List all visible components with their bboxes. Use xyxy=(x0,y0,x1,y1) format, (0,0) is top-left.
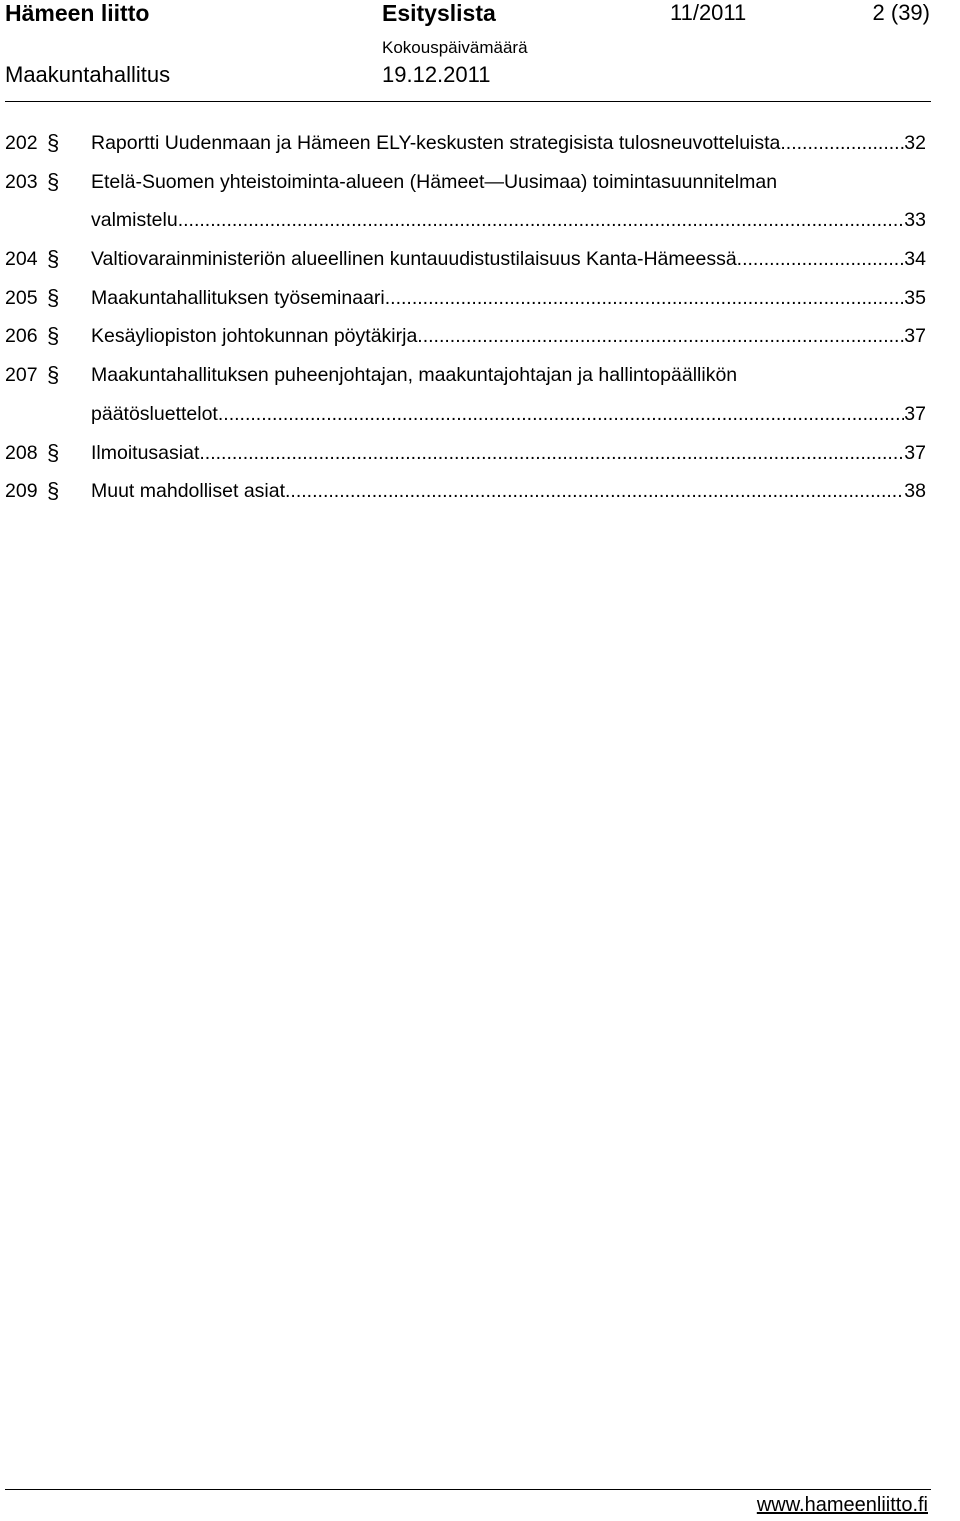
toc-item-page: 33 xyxy=(904,209,926,232)
dot-leader xyxy=(780,124,904,163)
footer-divider xyxy=(5,1489,931,1490)
toc-item-number: 206 xyxy=(5,325,38,348)
section-symbol: § xyxy=(47,439,60,465)
toc-item-title-cont[interactable] xyxy=(91,395,926,434)
section-symbol: § xyxy=(47,284,60,310)
dot-leader xyxy=(737,240,905,279)
organization-name: Hämeen liitto xyxy=(5,0,150,26)
toc-item-title[interactable] xyxy=(91,434,926,473)
section-symbol: § xyxy=(47,362,60,388)
toc-item-title[interactable] xyxy=(91,279,926,318)
toc-item-title[interactable] xyxy=(91,472,926,511)
section-symbol: § xyxy=(47,246,60,272)
toc-item-title[interactable] xyxy=(91,240,926,279)
toc-item-title-text: Muut mahdolliset asiat xyxy=(91,480,286,503)
toc-item[interactable] xyxy=(5,124,926,163)
page-indicator: 2 (39) xyxy=(872,0,930,25)
footer-website-link[interactable]: www.hameenliitto.fi xyxy=(756,1494,928,1516)
section-symbol: § xyxy=(47,323,60,349)
dot-leader xyxy=(178,201,905,240)
toc-item-continuation[interactable] xyxy=(5,201,926,240)
dot-leader xyxy=(218,395,904,434)
toc-item-continuation[interactable] xyxy=(5,395,926,434)
dot-leader xyxy=(417,317,904,356)
issue-number: 11/2011 xyxy=(670,0,747,25)
toc-item-title-cont[interactable] xyxy=(91,201,926,240)
meeting-date-label: Kokouspäivämäärä xyxy=(382,38,528,57)
toc-item-page: 32 xyxy=(904,132,926,154)
dot-leader xyxy=(285,472,904,511)
toc-item-page: 37 xyxy=(904,325,926,348)
toc-item-page: 35 xyxy=(904,286,926,309)
toc-item[interactable] xyxy=(5,240,926,279)
document-type: Esityslista xyxy=(382,0,496,26)
toc-item[interactable] xyxy=(5,279,926,318)
toc-item-title[interactable]: Etelä-Suomen yhteistoiminta-alueen (Hämeet—Uusimaa) toimintasuunnitelman xyxy=(91,170,778,193)
section-symbol: § xyxy=(47,130,60,155)
toc-item-title-text: Kesäyliopiston johtokunnan pöytäkirja xyxy=(91,325,418,348)
toc-item-number: 204 xyxy=(5,248,38,271)
toc-item[interactable] xyxy=(5,163,926,202)
meeting-date: 19.12.2011 xyxy=(382,62,491,87)
toc-item-page: 37 xyxy=(904,441,926,464)
toc-item-title-text: valmistelu xyxy=(91,209,178,232)
toc-item[interactable] xyxy=(5,356,926,395)
toc-item-title-text: päätösluettelot xyxy=(91,402,218,425)
toc-item-title-text: Ilmoitusasiat xyxy=(91,441,200,464)
toc-item-page: 38 xyxy=(904,480,926,503)
dot-leader xyxy=(385,279,905,318)
toc-item-number: 208 xyxy=(5,441,38,464)
toc-item[interactable] xyxy=(5,317,926,356)
toc-item[interactable] xyxy=(5,434,926,473)
toc-item-page: 34 xyxy=(904,248,926,271)
toc-item-number: 209 xyxy=(5,480,38,503)
toc-item-number: 207 xyxy=(5,364,38,387)
toc-item-title[interactable]: Maakuntahallituksen puheenjohtajan, maakuntajohtajan ja hallintopäällikön xyxy=(91,364,738,387)
section-symbol: § xyxy=(47,168,60,194)
dot-leader xyxy=(199,434,904,473)
governing-body: Maakuntahallitus xyxy=(5,62,171,87)
toc-item-title-text: Maakuntahallituksen työseminaari xyxy=(91,286,385,309)
toc-item-title[interactable] xyxy=(91,317,926,356)
toc-item-page: 37 xyxy=(904,402,926,425)
toc-item-title-text: Valtiovarainministeriön alueellinen kuntauudistustilaisuus Kanta-Hämeessä xyxy=(91,248,737,271)
toc-item-title-text: Raportti Uudenmaan ja Hämeen ELY-keskusten strategisista tulosneuvotteluista xyxy=(91,132,781,154)
toc-item-number: 205 xyxy=(5,286,38,309)
toc-item[interactable] xyxy=(5,472,926,511)
table-of-contents xyxy=(5,124,926,511)
toc-item-title[interactable] xyxy=(91,124,926,163)
section-symbol: § xyxy=(47,478,60,504)
toc-item-number: 203 xyxy=(5,170,38,193)
header-divider xyxy=(5,101,931,102)
toc-item-number: 202 xyxy=(5,132,38,154)
